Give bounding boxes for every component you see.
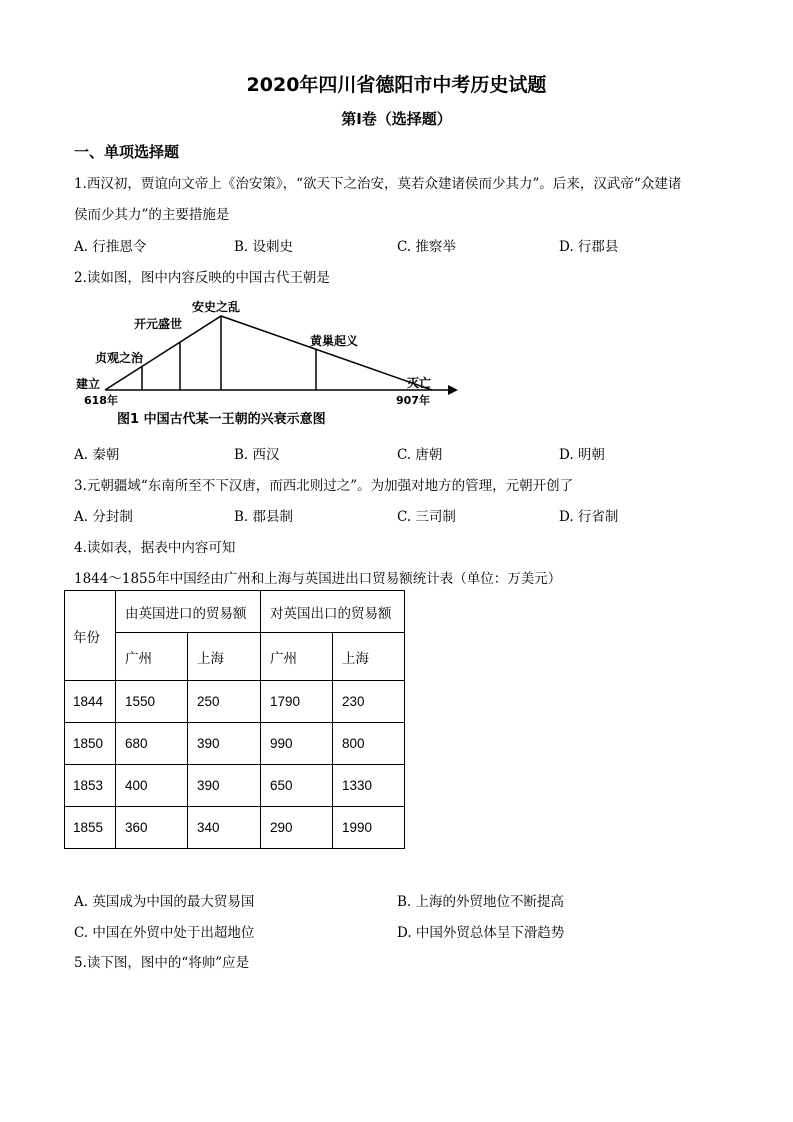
figure-label-start: 建立 [76, 377, 101, 391]
figure-year-start: 618年 [84, 394, 118, 407]
figure-label-end: 灭亡 [407, 376, 432, 390]
table-cell: 230 [333, 681, 405, 723]
table-cell-year: 1853 [65, 765, 116, 807]
table-cell: 1330 [333, 765, 405, 807]
figure-caption: 图1 中国古代某一王朝的兴衰示意图 [117, 412, 326, 427]
table-subheader-cell: 广州 [261, 633, 333, 681]
table-subheader-cell: 广州 [116, 633, 188, 681]
table-subheader-row [65, 633, 405, 681]
section-heading: 一、单项选择题 [74, 143, 180, 161]
q4-option-c: C. 中国在外贸中处于出超地位 [74, 925, 255, 941]
q4-stem: 4.读如表，据表中内容可知 [74, 540, 236, 556]
q2-option-d: D. 明朝 [559, 447, 605, 463]
figure-label-anshi: 安史之乱 [192, 300, 241, 314]
table-cell: 650 [261, 765, 333, 807]
q3-option-c: C. 三司制 [397, 509, 456, 525]
table-cell: 800 [333, 723, 405, 765]
q1-option-a: A. 行推恩令 [74, 239, 147, 255]
trade-table [64, 590, 405, 849]
q3-option-a: A. 分封制 [74, 509, 133, 525]
table-cell: 400 [116, 765, 188, 807]
q4-option-b: B. 上海的外贸地位不断提高 [397, 894, 565, 910]
table-cell-year: 1844 [65, 681, 116, 723]
table-subheader-cell: 上海 [188, 633, 261, 681]
q1-option-c: C. 推察举 [397, 239, 456, 255]
q3-stem: 3.元朝疆域“东南所至不下汉唐，而西北则过之”。为加强对地方的管理，元朝开创了 [74, 478, 574, 494]
table-subheader-cell: 上海 [333, 633, 405, 681]
table-row [65, 681, 405, 723]
q5-stem: 5.读下图，图中的“将帅”应是 [74, 955, 250, 971]
page-title: 2020年四川省德阳市中考历史试题 [246, 74, 547, 96]
figure-axis-arrow [448, 385, 458, 395]
table-cell: 990 [261, 723, 333, 765]
table-cell: 340 [188, 807, 261, 849]
table-header-row [65, 591, 405, 633]
table-cell: 1790 [261, 681, 333, 723]
figure-label-huangchao: 黄巢起义 [310, 334, 359, 348]
table-header-import: 由英国进口的贸易额 [116, 591, 261, 633]
table-cell: 1550 [116, 681, 188, 723]
table-cell: 1990 [333, 807, 405, 849]
table-row [65, 765, 405, 807]
q4-option-d: D. 中国外贸总体呈下滑趋势 [397, 925, 565, 941]
table-row [65, 723, 405, 765]
q3-option-d: D. 行省制 [559, 509, 619, 525]
figure-year-end: 907年 [396, 394, 430, 407]
table-cell: 390 [188, 723, 261, 765]
q1-option-d: D. 行郡县 [559, 239, 619, 255]
table-row [65, 807, 405, 849]
table-header-year: 年份 [65, 591, 116, 681]
q1-stem-line1: 1.西汉初，贾谊向文帝上《治安策》，“欲天下之治安，莫若众建诸侯而少其力”。后来，汉武帝“众建诸 [74, 176, 682, 192]
dynasty-rise-fall-figure [70, 295, 460, 435]
q3-option-b: B. 郡县制 [234, 509, 294, 525]
q1-option-b: B. 设刺史 [234, 239, 294, 255]
table-cell-year: 1850 [65, 723, 116, 765]
table-cell: 360 [116, 807, 188, 849]
table-title: 1844～1855年中国经由广州和上海与英国进出口贸易额统计表（单位：万美元） [74, 571, 562, 587]
q2-option-a: A. 秦朝 [74, 447, 120, 463]
table-cell: 290 [261, 807, 333, 849]
page-subtitle: 第Ⅰ卷（选择题） [341, 110, 452, 128]
q2-stem: 2.读如图，图中内容反映的中国古代王朝是 [74, 270, 330, 286]
q2-option-b: B. 西汉 [234, 447, 280, 463]
figure-label-kaiyuan: 开元盛世 [134, 317, 183, 331]
table-cell-year: 1855 [65, 807, 116, 849]
table-cell: 390 [188, 765, 261, 807]
q4-option-a: A. 英国成为中国的最大贸易国 [74, 894, 255, 910]
table-cell: 250 [188, 681, 261, 723]
q2-option-c: C. 唐朝 [397, 447, 443, 463]
q1-stem-line2: 侯而少其力”的主要措施是 [74, 207, 230, 223]
table-header-export: 对英国出口的贸易额 [261, 591, 405, 633]
figure-label-zhenguan: 贞观之治 [95, 351, 144, 365]
table-cell: 680 [116, 723, 188, 765]
